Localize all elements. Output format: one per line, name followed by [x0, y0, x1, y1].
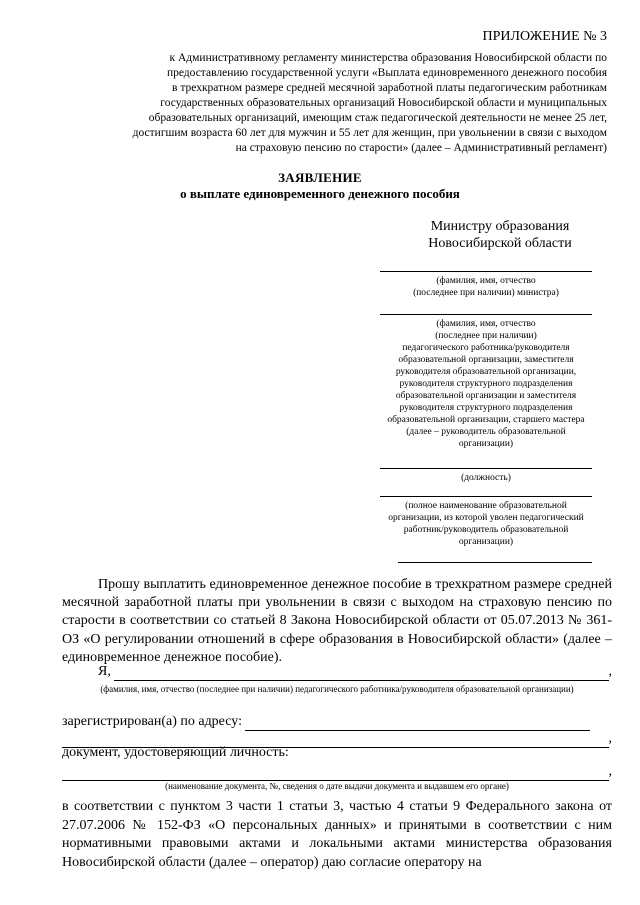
fill-line	[62, 767, 609, 781]
organization-extra-line[interactable]	[398, 562, 592, 563]
caption-line: к Административному регламенту министерства образования Новосибирской области по	[169, 52, 607, 64]
registered-label: зарегистрирован(а) по адресу:	[62, 714, 242, 729]
appendix-number: ПРИЛОЖЕНИЕ № 3	[482, 29, 607, 44]
organization-field[interactable]	[380, 496, 592, 548]
applicant-fullname-caption: (фамилия, имя, отчество (последнее при наличии) педагогического работника/руководителя образовательной организации)	[100, 684, 574, 694]
comma: ,	[608, 764, 612, 779]
fill-line	[380, 496, 592, 497]
addressee-line: Новосибирской области	[428, 236, 572, 251]
address-row[interactable]	[62, 713, 590, 731]
document-row[interactable]	[62, 763, 612, 781]
caption-line: предоставлению государственной услуги «Выплата единовременного денежного пособия	[166, 67, 607, 79]
addressee-line: Министру образования	[430, 219, 570, 234]
fill-line	[114, 667, 609, 681]
caption-line: образовательных организаций, имеющим стаж педагогической деятельности не менее 25 лет,	[148, 112, 607, 124]
applicant-fullname-row[interactable]	[98, 663, 612, 681]
document-title: ЗАЯВЛЕНИЕ	[278, 170, 362, 185]
caption-line: достигшим возраста 60 лет для мужчин и 55 лет для женщин, при увольнении в связи с выходом	[132, 127, 607, 139]
consent-paragraph: в соответствии с пунктом 3 части 1 статьи 3, частью 4 статьи 9 Федерального закона от 27.07.2006 № 152-ФЗ «О персональных данных» и принятыми в соответствии с ним нормативными правовыми актами и локальными актами министерства образования Новосибирской области (далее – оператор) даю согласие оператору на	[62, 799, 612, 870]
regulation-caption	[60, 51, 607, 156]
comma: ,	[608, 731, 612, 746]
fill-line	[245, 717, 590, 731]
document-label: документ, удостоверяющий личность:	[62, 745, 289, 760]
minister-name-field[interactable]	[380, 271, 592, 299]
applicant-caption: (фамилия, имя, отчество (последнее при наличии) педагогического работника/руководителя образовательной организации, заместителя руководителя образовательной организации, руководителя структурного подразделения образовательной организации и заместителя руководителя структурного подразделения образовательной организации, старшего мастера (далее – руководитель образовательной организации)	[387, 319, 585, 449]
caption-line: государственных образовательных организаций Новосибирской области и муниципальных	[160, 97, 607, 109]
fill-line	[380, 314, 592, 315]
fill-line	[380, 271, 592, 272]
i-label: Я,	[98, 664, 111, 679]
document-label-row	[62, 744, 350, 762]
position-caption: (должность)	[461, 473, 511, 483]
request-paragraph	[62, 576, 612, 667]
fill-line	[380, 468, 592, 469]
caption-line: в трехкратном размере средней месячной заработной платы педагогическим работникам	[172, 82, 607, 94]
applicant-name-field[interactable]	[380, 314, 592, 450]
caption-line: на страховую пенсию по старости» (далее – Административный регламент)	[235, 142, 607, 154]
organization-caption: (полное наименование образовательной организации, из которой уволен педагогический работник/руководитель образовательной организации)	[388, 501, 584, 547]
minister-caption: (фамилия, имя, отчество (последнее при наличии) министра)	[413, 276, 559, 298]
position-field[interactable]	[380, 468, 592, 484]
document-caption: (наименование документа, №, сведения о дате выдачи документа и выдавшем его органе)	[165, 781, 509, 791]
comma: ,	[608, 664, 612, 679]
request-text: Прошу выплатить единовременное денежное пособие в трехкратном размере средней месячной заработной платы при увольнении в связи с выходом на страховую пенсию по старости в соответствии со статьей 8 Закона Новосибирской области от 05.07.2013 № 361-ОЗ «О регулировании отношений в сфере образования в Новосибирской области» (далее – единовременное денежное пособие).	[62, 577, 612, 665]
addressee	[400, 218, 600, 252]
document-subtitle: о выплате единовременного денежного пособия	[180, 186, 460, 201]
